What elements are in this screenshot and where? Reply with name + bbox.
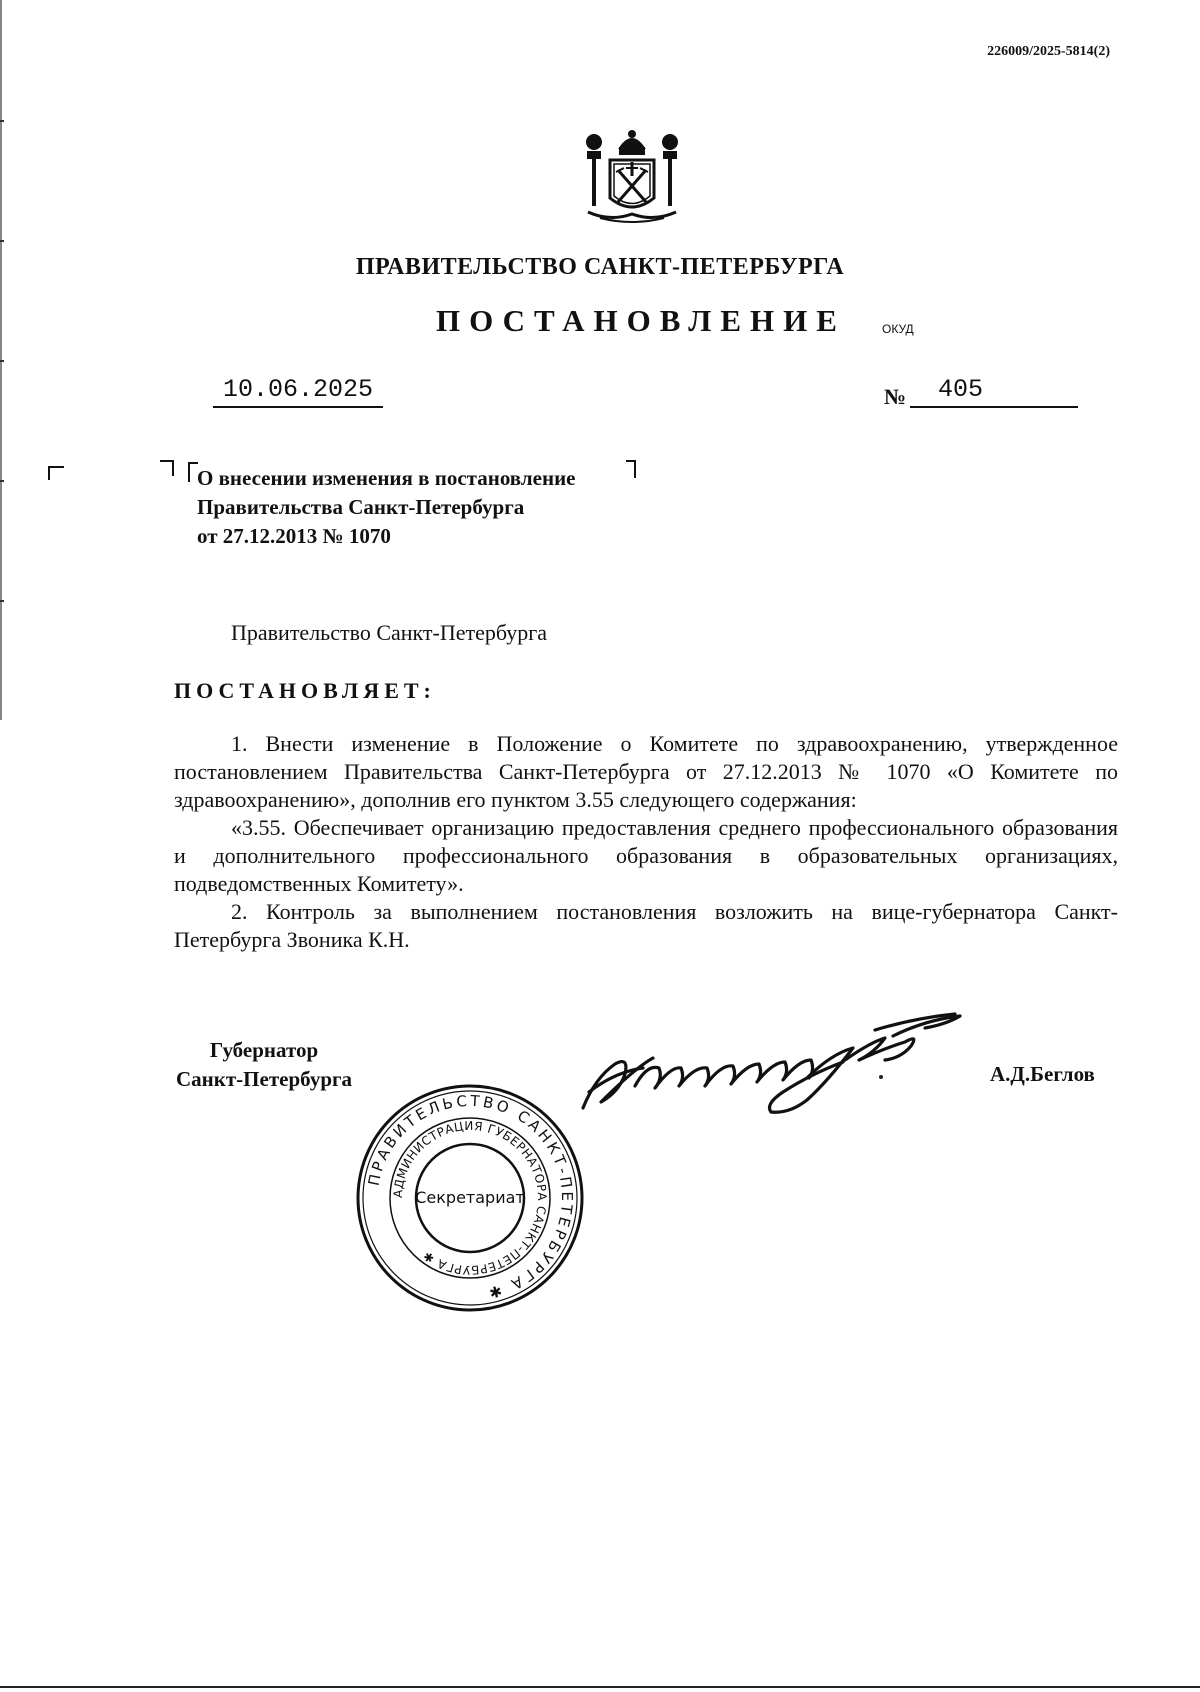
- subject-line: Правительства Санкт-Петербурга: [197, 495, 525, 519]
- svg-text:АДМИНИСТРАЦИЯ ГУБЕРНАТОРА САНК: АДМИНИСТРАЦИЯ ГУБЕРНАТОРА САНКТ-ПЕТЕРБУРГА ✱: [390, 1118, 550, 1278]
- scan-tick: [0, 120, 4, 122]
- paragraph: 1. Внести изменение в Положение о Комитете по здравоохранению, утвержденное постановлением Правительства Санкт-Петербурга от 27.12.2013 № 1070 «О Комитете по здравоохранению», дополнив его пунктом 3.55 следующего содержания:: [174, 731, 1118, 812]
- document-date: 10.06.2025: [213, 374, 383, 408]
- document-kind: ПОСТАНОВЛЕНИЕ: [436, 303, 846, 338]
- svg-text:Секретариат: Секретариат: [415, 1188, 525, 1207]
- decree-heading: ПОСТАНОВЛЯЕТ:: [174, 678, 436, 703]
- number-sign: №: [884, 384, 907, 409]
- paragraph: 2. Контроль за выполнением постановления возложить на вице-губернатора Санкт-Петербурга Звоника К.Н.: [174, 899, 1118, 952]
- margin-corner-mark: [626, 460, 636, 478]
- preamble: Правительство Санкт-Петербурга: [231, 620, 548, 645]
- paragraph: «3.55. Обеспечивает организацию предоставления среднего профессионального образования и дополнительного профессионального образования в образовательных организациях, подведомственных Комитету».: [174, 815, 1118, 896]
- signatory-position: [176, 1036, 352, 1094]
- margin-corner-mark: [160, 460, 174, 476]
- signatory-name: А.Д.Беглов: [990, 1062, 1095, 1086]
- position-line: Санкт-Петербурга: [176, 1067, 353, 1091]
- body-text: [174, 730, 1118, 954]
- margin-corner-mark: [48, 466, 64, 480]
- document-subject: [197, 464, 576, 551]
- handwritten-signature: [575, 1008, 970, 1118]
- subject-line: О внесении изменения в постановление: [197, 466, 576, 490]
- document-number: 405: [910, 374, 1078, 408]
- okud-label: ОКУД: [882, 322, 914, 336]
- scan-tick: [0, 600, 4, 602]
- svg-text:ПРАВИТЕЛЬСТВО САНКТ-ПЕТЕРБУРГА: ПРАВИТЕЛЬСТВО САНКТ-ПЕТЕРБУРГА ✱: [364, 1091, 577, 1303]
- scan-bottom-edge: [0, 1686, 1200, 1688]
- government-title: ПРАВИТЕЛЬСТВО САНКТ-ПЕТЕРБУРГА: [355, 254, 845, 280]
- subject-line: от 27.12.2013 № 1070: [197, 524, 391, 548]
- scan-tick: [0, 240, 4, 242]
- ink-dot: [879, 1075, 883, 1079]
- round-official-seal: [355, 1083, 585, 1313]
- scan-tick: [0, 480, 4, 482]
- document-id: 226009/2025-5814(2): [987, 44, 1110, 59]
- saint-petersburg-coat-of-arms-icon: [580, 128, 684, 228]
- scan-tick: [0, 360, 4, 362]
- position-line: Губернатор: [209, 1038, 319, 1062]
